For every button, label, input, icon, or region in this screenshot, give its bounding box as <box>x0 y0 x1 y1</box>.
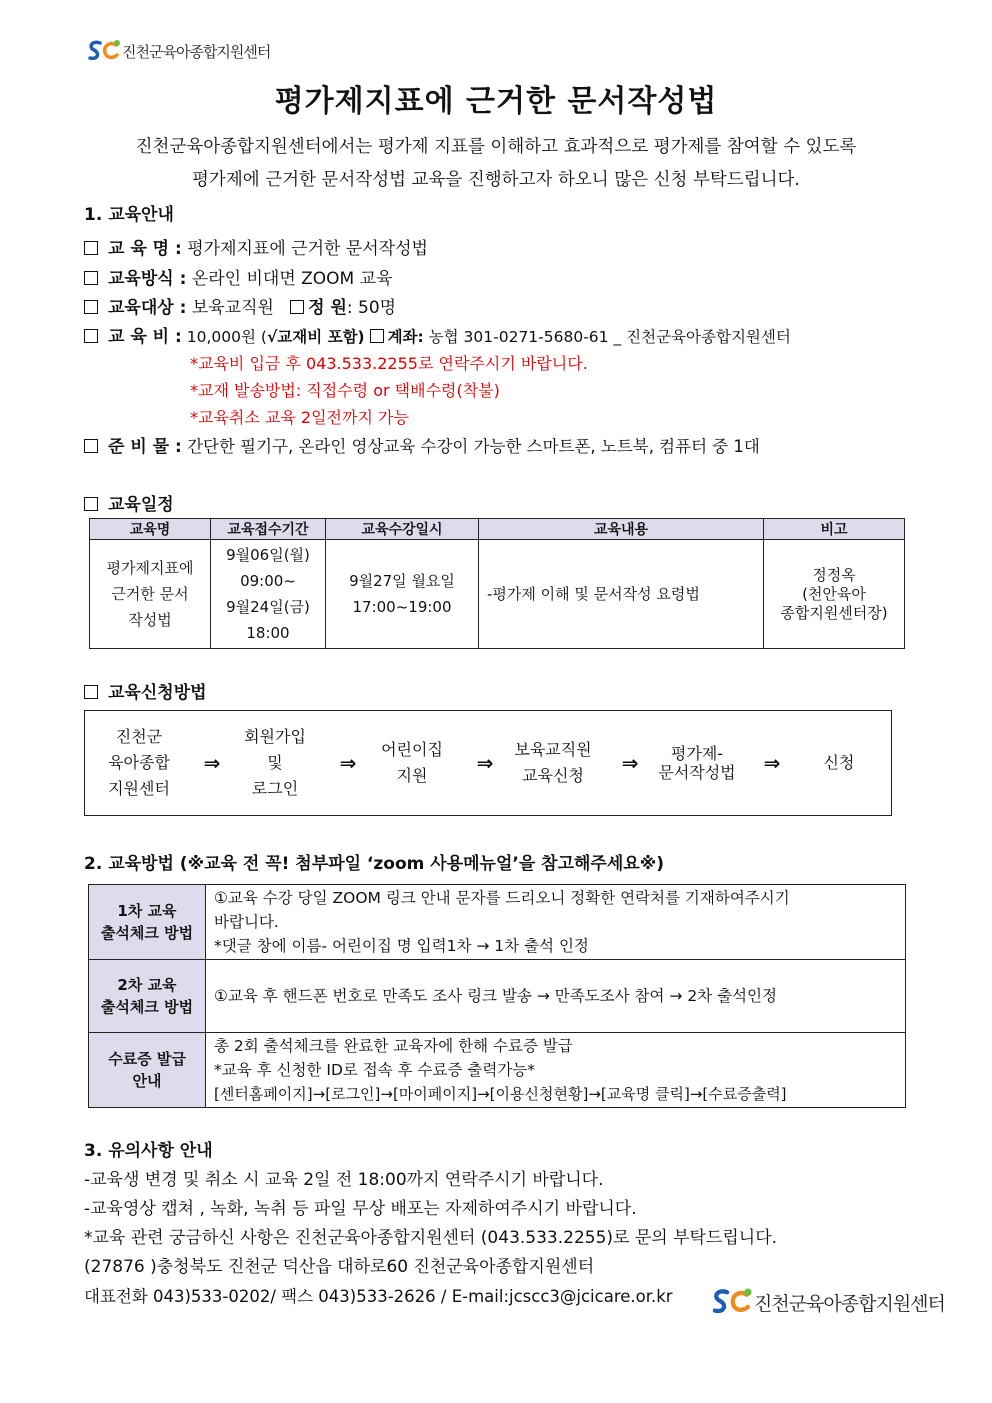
flow-step-apply <box>824 750 855 776</box>
method-content-first <box>206 885 906 960</box>
method-label-certificate <box>89 1033 206 1108</box>
intro-line-1: 진천군육아종합지원센터에서는 평가제 지표를 이해하고 효과적으로 평가제를 참여할 수 있도록 <box>135 137 857 157</box>
course-name-label: 교 육 명 : <box>108 239 182 259</box>
capacity-label: 정 원 <box>308 298 347 318</box>
checkbox-icon <box>84 685 98 699</box>
footer-logo <box>710 1286 945 1318</box>
section3-heading: 3. 유의사항 안내 <box>84 1141 213 1161</box>
checkbox-icon <box>84 329 98 343</box>
flow-line: 회원가입 <box>244 727 306 746</box>
arrow-right-icon: ⇒ <box>203 751 221 775</box>
course-target-row <box>84 293 396 318</box>
flow-line: 로그인 <box>251 779 299 798</box>
content-line: 바랍니다. <box>214 913 279 931</box>
cell-line: 평가제지표에 <box>106 559 194 577</box>
flow-step-staff-apply <box>514 737 591 789</box>
method-content-second <box>206 960 906 1033</box>
checkbox-icon <box>84 497 98 511</box>
cell-line: 9월06일(월) <box>226 546 310 564</box>
cell-period <box>211 540 326 649</box>
method-label-first <box>89 885 206 960</box>
checkbox-icon <box>84 300 98 314</box>
note-no-distribution: -교육영상 캡쳐 , 녹화, 녹취 등 파일 무상 배포는 자제하여주시기 바랍니다. <box>84 1199 637 1219</box>
intro-line-2: 평가제에 근거한 문서작성법 교육을 진행하고자 하오니 많은 신청 부탁드립니다. <box>192 170 800 190</box>
flow-line: 육아종합 <box>108 753 170 772</box>
table-row <box>90 540 905 649</box>
course-fee-label: 교 육 비 : <box>108 327 182 347</box>
table-row <box>89 960 906 1033</box>
header-logo-text: 진천군육아종합지원센터 <box>122 42 271 61</box>
flow-step-daycare <box>381 737 443 789</box>
schedule-heading-text: 교육일정 <box>108 495 174 515</box>
course-fee-value: 10,000원 ( <box>186 328 267 346</box>
method-content-certificate <box>206 1033 906 1108</box>
flow-line: 보육교직원 <box>514 740 592 759</box>
course-method-label: 교육방식 : <box>108 269 187 289</box>
center-logo-icon <box>86 38 122 64</box>
cell-line: 18:00 <box>246 624 290 642</box>
method-table <box>88 884 906 1108</box>
section1-heading: 1. 교육안내 <box>84 205 174 225</box>
cell-line: 17:00~19:00 <box>352 598 452 616</box>
label-line: 안내 <box>132 1072 162 1090</box>
flow-line: 교육신청 <box>522 766 584 785</box>
col-header-period: 교육접수기간 <box>211 519 326 540</box>
schedule-header-row <box>90 519 905 540</box>
arrow-right-icon: ⇒ <box>763 751 781 775</box>
checkbox-icon <box>84 241 98 255</box>
prep-value: 간단한 필기구, 온라인 영상교육 수강이 가능한 스마트폰, 노트북, 컴퓨터 중 1대 <box>187 437 760 456</box>
notice-delivery: *교재 발송방법: 직접수령 or 택배수령(착불) <box>190 381 500 400</box>
col-header-name: 교육명 <box>90 519 211 540</box>
content-line: ①교육 후 핸드폰 번호로 만족도 조사 링크 발송 → 만족도조사 참여 → 2차 출석인정 <box>214 987 777 1005</box>
cell-line: 정정옥 <box>812 565 856 584</box>
notice-cancel: *교육취소 교육 2일전까지 가능 <box>190 408 409 427</box>
fee-note: √교재비 포함) <box>266 328 365 346</box>
cell-date <box>326 540 479 649</box>
flow-line: 신청 <box>823 753 855 772</box>
flow-line: 지원센터 <box>108 779 170 798</box>
label-line: 2차 교육 <box>117 976 177 994</box>
note-contact: 대표전화 043)533-0202/ 팩스 043)533-2626 / E-mail:jcscc3@jcicare.or.kr <box>84 1287 673 1306</box>
account-value: 농협 301-0271-5680-61 _ 진천군육아종합지원센터 <box>428 328 791 346</box>
col-header-note: 비고 <box>764 519 905 540</box>
prep-label: 준 비 물 : <box>108 437 182 457</box>
table-row <box>89 1033 906 1108</box>
content-line: ①교육 수강 당일 ZOOM 링크 안내 문자를 드리오니 정확한 연락처를 기재하여주시기 <box>214 889 790 907</box>
cell-line: 종합지원센터장) <box>780 603 888 622</box>
course-fee-row <box>84 322 791 347</box>
flow-line: 지원 <box>396 766 428 785</box>
account-label: 계좌: <box>387 328 424 346</box>
checkbox-icon <box>84 439 98 453</box>
cell-content: -평가제 이해 및 문서작성 요령법 <box>479 540 764 649</box>
col-header-date: 교육수강일시 <box>326 519 479 540</box>
schedule-table <box>89 518 905 649</box>
apply-heading <box>84 678 207 703</box>
cell-line: 근거한 문서 <box>111 585 189 603</box>
section2-heading: 2. 교육방법 (※교육 전 꼭! 첨부파일 ‘zoom 사용메뉴얼’을 참고해주세요※) <box>84 854 664 874</box>
notice-payment: *교육비 입금 후 043.533.2255로 연락주시기 바랍니다. <box>190 354 588 373</box>
flow-step-center <box>108 724 170 802</box>
flow-line: 및 <box>267 753 283 772</box>
prep-row <box>84 432 760 457</box>
footer-logo-text: 진천군육아종합지원센터 <box>754 1292 945 1315</box>
cell-course-name <box>90 540 211 649</box>
table-row <box>89 885 906 960</box>
header-logo <box>86 38 270 64</box>
capacity-value: : 50명 <box>346 298 397 318</box>
content-line: [센터홈페이지]→[로그인]→[마이페이지]→[이용신청현황]→[교육명 클릭]→[수료증출력] <box>214 1085 787 1103</box>
page-title: 평가제지표에 근거한 문서작성법 <box>274 84 718 119</box>
course-name-row <box>84 234 428 259</box>
course-name-value: 평가제지표에 근거한 문서작성법 <box>187 239 428 259</box>
cell-line: 09:00~ <box>240 572 296 590</box>
method-label-second <box>89 960 206 1033</box>
content-line: *교육 후 신청한 ID로 접속 후 수료증 출력가능* <box>214 1061 536 1079</box>
flow-line: 진천군 <box>115 727 163 746</box>
apply-heading-text: 교육신청방법 <box>108 683 207 703</box>
flow-line: 어린이집 <box>381 740 443 759</box>
center-logo-icon <box>710 1286 754 1318</box>
checkbox-icon <box>84 271 98 285</box>
content-line: 총 2회 출석체크를 완료한 교육자에 한해 수료증 발급 <box>214 1037 573 1055</box>
label-line: 출석체크 방법 <box>100 924 194 942</box>
label-line: 수료증 발급 <box>108 1050 186 1068</box>
course-target-value: 보육교직원 <box>191 298 274 318</box>
cell-line: 9월27일 월요일 <box>349 572 455 590</box>
cell-line: 9월24일(금) <box>226 598 310 616</box>
checkbox-icon <box>290 300 304 314</box>
note-address: (27876 )충청북도 진천군 덕산읍 대하로60 진천군육아종합지원센터 <box>84 1257 595 1277</box>
flow-step-course <box>658 744 735 782</box>
note-change-cancel: -교육생 변경 및 취소 시 교육 2일 전 18:00까지 연락주시기 바랍니다. <box>84 1170 604 1190</box>
content-line: *댓글 창에 이름- 어린이집 명 입력1차 → 1차 출석 인정 <box>214 937 589 955</box>
checkbox-icon <box>370 329 384 343</box>
arrow-right-icon: ⇒ <box>339 751 357 775</box>
flow-line: 평가제- <box>670 744 724 763</box>
col-header-content: 교육내용 <box>479 519 764 540</box>
course-target-label: 교육대상 : <box>108 298 187 318</box>
arrow-right-icon: ⇒ <box>476 751 494 775</box>
course-method-value: 온라인 비대면 ZOOM 교육 <box>191 269 393 289</box>
label-line: 출석체크 방법 <box>100 998 194 1016</box>
note-inquiry: *교육 관련 궁금하신 사항은 진천군육아종합지원센터 (043.533.2255)로 문의 부탁드립니다. <box>84 1228 778 1248</box>
cell-line: (천안육아 <box>802 584 866 603</box>
flow-line: 문서작성법 <box>658 763 736 782</box>
schedule-heading <box>84 490 174 515</box>
cell-line: 작성법 <box>128 611 172 629</box>
cell-note <box>764 540 905 649</box>
flow-step-signup <box>244 724 306 802</box>
label-line: 1차 교육 <box>117 902 177 920</box>
apply-flow <box>84 710 892 816</box>
course-method-row <box>84 264 392 289</box>
arrow-right-icon: ⇒ <box>621 751 639 775</box>
